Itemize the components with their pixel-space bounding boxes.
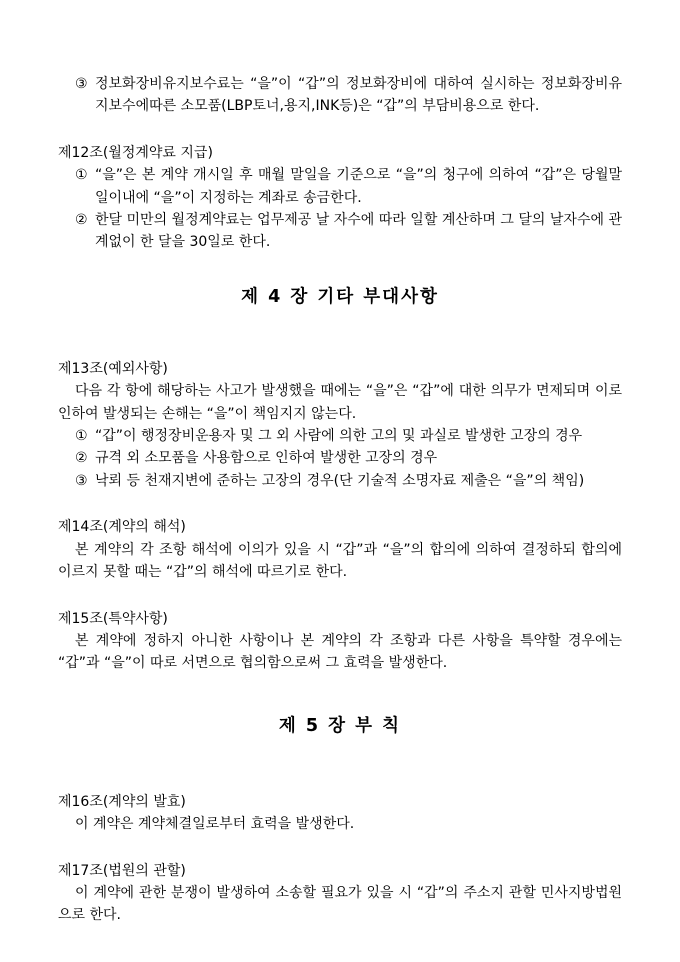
- clause-marker: ①: [75, 428, 88, 445]
- chapter-5-heading: 제 5 장 부 칙: [278, 715, 402, 736]
- article-15: [58, 608, 622, 675]
- article-16: [58, 791, 622, 836]
- clause-text: 규격 외 소모품을 사용함으로 인하여 발생한 고장의 경우: [95, 450, 438, 467]
- article-title: 제13조(예외사항): [58, 360, 168, 377]
- article-11-fragment: [58, 73, 622, 118]
- article-title: 제15조(특약사항): [58, 610, 168, 627]
- article-title: 제17조(법원의 관할): [58, 862, 186, 879]
- article-body: 본 계약의 각 조항 해석에 이의가 있을 시 “갑”과 “을”의 합의에 의하여 결정하되 합의에 이르지 못할 때는 “갑”의 해석에 따르기로 한다.: [58, 541, 622, 581]
- clause-item: [75, 425, 622, 447]
- chapter-4-heading: 제 4 장 기타 부대사항: [241, 286, 439, 307]
- clause-item: [75, 164, 622, 209]
- article-14: [58, 516, 622, 583]
- article-13: [58, 358, 622, 492]
- clause-marker: ②: [75, 450, 88, 467]
- clause-marker: ②: [75, 212, 88, 229]
- clause-marker: ①: [75, 167, 88, 184]
- article-body: 본 계약에 정하지 아니한 사항이나 본 계약의 각 조항과 다른 사항을 특약할 경우에는 “갑”과 “을”이 따로 서면으로 협의함으로써 그 효력을 발생한다.: [58, 632, 622, 672]
- clause-marker: ③: [75, 76, 88, 92]
- article-12: [58, 142, 622, 254]
- clause-marker: ③: [75, 472, 88, 489]
- article-17: [58, 860, 622, 927]
- clause-text: “을”은 본 계약 개시일 후 매월 말일을 기준으로 “을”의 청구에 의하여 “갑”은 당월말일이내에 “을”이 지정하는 계좌로 송금한다.: [95, 167, 622, 206]
- clause-item: [75, 209, 622, 254]
- clause-item: [75, 470, 622, 492]
- article-title: 제16조(계약의 발효): [58, 793, 186, 810]
- clause-item: [75, 447, 622, 469]
- clause-text: “갑”이 행정장비운용자 및 그 외 사람에 의한 고의 및 과실로 발생한 고장의 경우: [95, 428, 583, 445]
- clause-text: 낙뢰 등 천재지변에 준하는 고장의 경우(단 기술적 소명자료 제출은 “을”의 책임): [95, 472, 585, 489]
- article-body: 이 계약은 계약체결일로부터 효력을 발생한다.: [75, 816, 355, 833]
- clause-text: 정보화장비유지보수료는 “을”이 “갑”의 정보화장비에 대하여 실시하는 정보화장비유지보수에따른 소모품(LBP토너,용지,INK등)은 “갑”의 부담비용으로 한다.: [95, 76, 622, 115]
- article-title: 제12조(월정계약료 지급): [58, 144, 213, 161]
- article-title: 제14조(계약의 해석): [58, 519, 186, 536]
- clause-item: [75, 73, 622, 118]
- article-body: 이 계약에 관한 분쟁이 발생하여 소송할 필요가 있을 시 “갑”의 주소지 관할 민사지방법원으로 한다.: [58, 884, 622, 924]
- article-body: 다음 각 항에 해당하는 사고가 발생했을 때에는 “을”은 “갑”에 대한 의무가 면제되며 이로 인하여 발생되는 손해는 “을”이 책임지지 않는다.: [58, 383, 622, 422]
- clause-text: 한달 미만의 월정계약료는 업무제공 날 자수에 따라 일할 계산하며 그 달의 날자수에 관계없이 한 달을 30일로 한다.: [95, 212, 622, 251]
